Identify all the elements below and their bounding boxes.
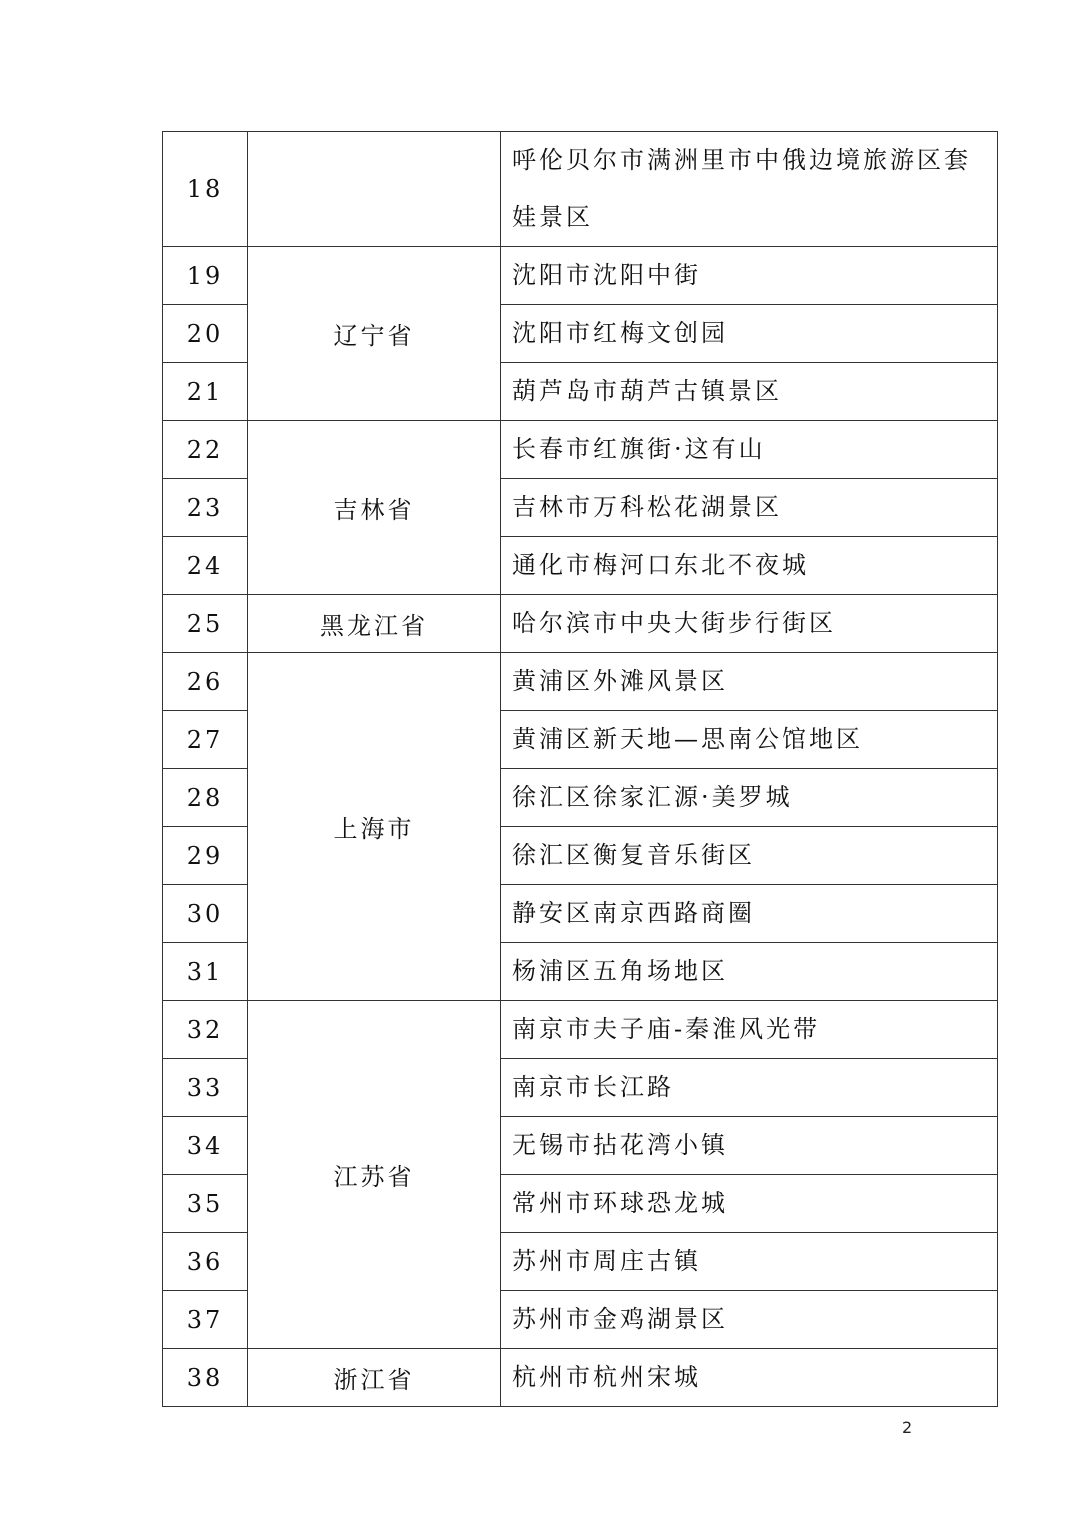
row-number: 18 xyxy=(163,132,248,247)
row-number: 34 xyxy=(163,1117,248,1175)
table-row xyxy=(163,1349,998,1407)
page-number: 2 xyxy=(902,1418,913,1437)
table-body xyxy=(163,132,998,1407)
scenic-area-name: 杭州市杭州宋城 xyxy=(501,1349,998,1407)
scenic-area-name: 苏州市周庄古镇 xyxy=(501,1233,998,1291)
scenic-area-name: 长春市红旗街·这有山 xyxy=(501,421,998,479)
scenic-area-name: 静安区南京西路商圈 xyxy=(501,885,998,943)
scenic-area-name: 通化市梅河口东北不夜城 xyxy=(501,537,998,595)
scenic-area-name: 南京市长江路 xyxy=(501,1059,998,1117)
table-row xyxy=(163,132,998,247)
scenic-area-name: 吉林市万科松花湖景区 xyxy=(501,479,998,537)
scenic-area-name: 沈阳市沈阳中街 xyxy=(501,247,998,305)
row-number: 19 xyxy=(163,247,248,305)
row-number: 35 xyxy=(163,1175,248,1233)
province-cell: 黑龙江省 xyxy=(248,595,501,653)
row-number: 27 xyxy=(163,711,248,769)
scenic-area-name: 杨浦区五角场地区 xyxy=(501,943,998,1001)
scenic-area-name: 呼伦贝尔市满洲里市中俄边境旅游区套娃景区 xyxy=(501,132,998,247)
row-number: 22 xyxy=(163,421,248,479)
scenic-area-name: 哈尔滨市中央大街步行街区 xyxy=(501,595,998,653)
scenic-area-name: 黄浦区外滩风景区 xyxy=(501,653,998,711)
row-number: 24 xyxy=(163,537,248,595)
row-number: 28 xyxy=(163,769,248,827)
row-number: 21 xyxy=(163,363,248,421)
row-number: 26 xyxy=(163,653,248,711)
scenic-area-name: 苏州市金鸡湖景区 xyxy=(501,1291,998,1349)
row-number: 29 xyxy=(163,827,248,885)
scenic-area-name: 无锡市拈花湾小镇 xyxy=(501,1117,998,1175)
row-number: 33 xyxy=(163,1059,248,1117)
province-cell xyxy=(248,132,501,247)
table-row xyxy=(163,421,998,479)
row-number: 20 xyxy=(163,305,248,363)
row-number: 30 xyxy=(163,885,248,943)
province-cell: 吉林省 xyxy=(248,421,501,595)
row-number: 23 xyxy=(163,479,248,537)
table-row xyxy=(163,247,998,305)
province-cell: 上海市 xyxy=(248,653,501,1001)
row-number: 38 xyxy=(163,1349,248,1407)
row-number: 25 xyxy=(163,595,248,653)
scenic-area-table xyxy=(162,131,998,1407)
scenic-area-name: 葫芦岛市葫芦古镇景区 xyxy=(501,363,998,421)
scenic-area-name: 徐汇区徐家汇源·美罗城 xyxy=(501,769,998,827)
scenic-area-name: 沈阳市红梅文创园 xyxy=(501,305,998,363)
row-number: 31 xyxy=(163,943,248,1001)
province-cell: 浙江省 xyxy=(248,1349,501,1407)
table-row xyxy=(163,595,998,653)
scenic-area-name: 南京市夫子庙-秦淮风光带 xyxy=(501,1001,998,1059)
province-cell: 江苏省 xyxy=(248,1001,501,1349)
row-number: 32 xyxy=(163,1001,248,1059)
scenic-area-name: 徐汇区衡复音乐街区 xyxy=(501,827,998,885)
table-row xyxy=(163,1001,998,1059)
row-number: 36 xyxy=(163,1233,248,1291)
scenic-area-name: 常州市环球恐龙城 xyxy=(501,1175,998,1233)
row-number: 37 xyxy=(163,1291,248,1349)
scenic-area-name: 黄浦区新天地—思南公馆地区 xyxy=(501,711,998,769)
province-cell: 辽宁省 xyxy=(248,247,501,421)
table-row xyxy=(163,653,998,711)
